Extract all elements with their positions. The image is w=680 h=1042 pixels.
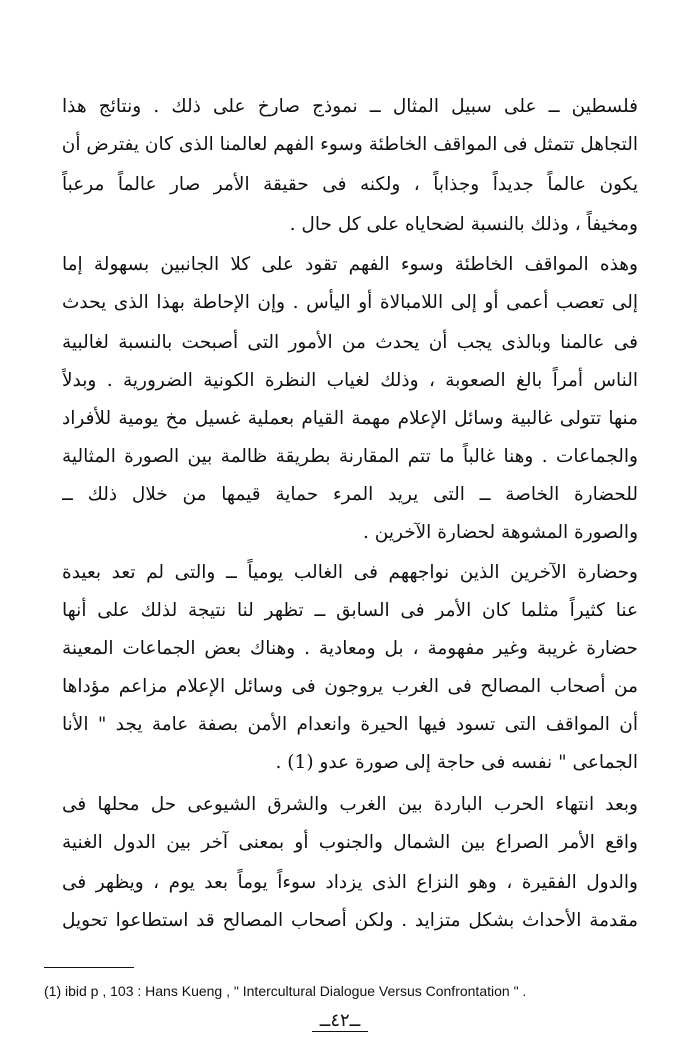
text-line: وبعد انتهاء الحرب الباردة بين الغرب والشرق الشيوعى حل محلها فى xyxy=(62,794,638,815)
text-line: ومخيفاً ، وذلك بالنسبة لضحاياه على كل حال . xyxy=(289,214,638,235)
text-line: يكون عالماً جديداً وجذاباً ، ولكنه فى حقيقة الأمر صار عالماً مرعباً xyxy=(62,174,638,195)
page-number xyxy=(310,1010,370,1031)
footnote-divider xyxy=(44,967,134,968)
page-number-text: ــ٤٢ــ xyxy=(312,1010,368,1032)
text-line: منها تتولى غالبية وسائل الإعلام مهمة القيام بعملية غسيل مخ يومية للأفراد xyxy=(62,408,638,429)
text-line: واقع الأمر الصراع بين الشمال والجنوب أو بمعنى آخر بين الدول الغنية xyxy=(62,832,638,853)
text-line: والجماعات . وهنا غالباً ما تتم المقارنة بطريقة ظالمة بين الصورة المثالية xyxy=(62,446,638,467)
text-line: إلى تعصب أعمى أو إلى اللامبالاة أو اليأس . وإن الإحاطة بهذا الذى يحدث xyxy=(62,292,638,313)
text-line: وحضارة الآخرين الذين نواجههم فى الغالب يومياً ــ والتى لم تعد بعيدة xyxy=(62,562,638,583)
text-line: فى عالمنا وبالذى يجب أن يحدث من الأمور التى أصبحت بالنسبة لغالبية xyxy=(62,332,638,353)
text-line: فلسطين ــ على سبيل المثال ــ نموذج صارخ على ذلك . ونتائج هذا xyxy=(62,96,638,117)
text-line: حضارة غريبة وغير مفهومة ، بل ومعادية . وهناك بعض الجماعات المعينة xyxy=(62,638,638,659)
text-line: والدول الفقيرة ، وهو النزاع الذى يزداد سوءاً يوماً بعد يوم ، ويظهر فى xyxy=(62,872,638,893)
text-line: للحضارة الخاصة ــ التى يريد المرء حماية قيمها من خلال ذلك ــ xyxy=(62,484,638,505)
text-line: مقدمة الأحداث بشكل متزايد . ولكن أصحاب المصالح قد استطاعوا تحويل xyxy=(62,910,638,931)
text-line: والصورة المشوهة لحضارة الآخرين . xyxy=(363,522,638,543)
text-line: التجاهل تتمثل فى المواقف الخاطئة وسوء الفهم لعالمنا الذى كان يفترض أن xyxy=(62,134,638,155)
footnote: (1) ibid p , 103 : Hans Kueng , " Intercultural Dialogue Versus Confrontation " . xyxy=(44,983,527,999)
text-line: الجماعى " نفسه فى حاجة إلى صورة عدو (1) . xyxy=(275,752,638,773)
text-line: الناس أمراً بالغ الصعوبة ، وذلك لغياب النظرة الكونية الضرورية . وبدلاً xyxy=(62,370,638,391)
text-line: عنا كثيراً مثلما كان الأمر فى السابق ــ تظهر لنا نتيجة لذلك على أنها xyxy=(62,600,638,621)
text-line: أن المواقف التى تسود فيها الحيرة وانعدام الأمن بصفة عامة يجد " الأنا xyxy=(62,714,638,735)
text-line: من أصحاب المصالح فى الغرب يروجون فى وسائل الإعلام مزاعم مؤداها xyxy=(62,676,638,697)
text-line: وهذه المواقف الخاطئة وسوء الفهم تقود على كلا الجانبين بسهولة إما xyxy=(62,254,638,275)
